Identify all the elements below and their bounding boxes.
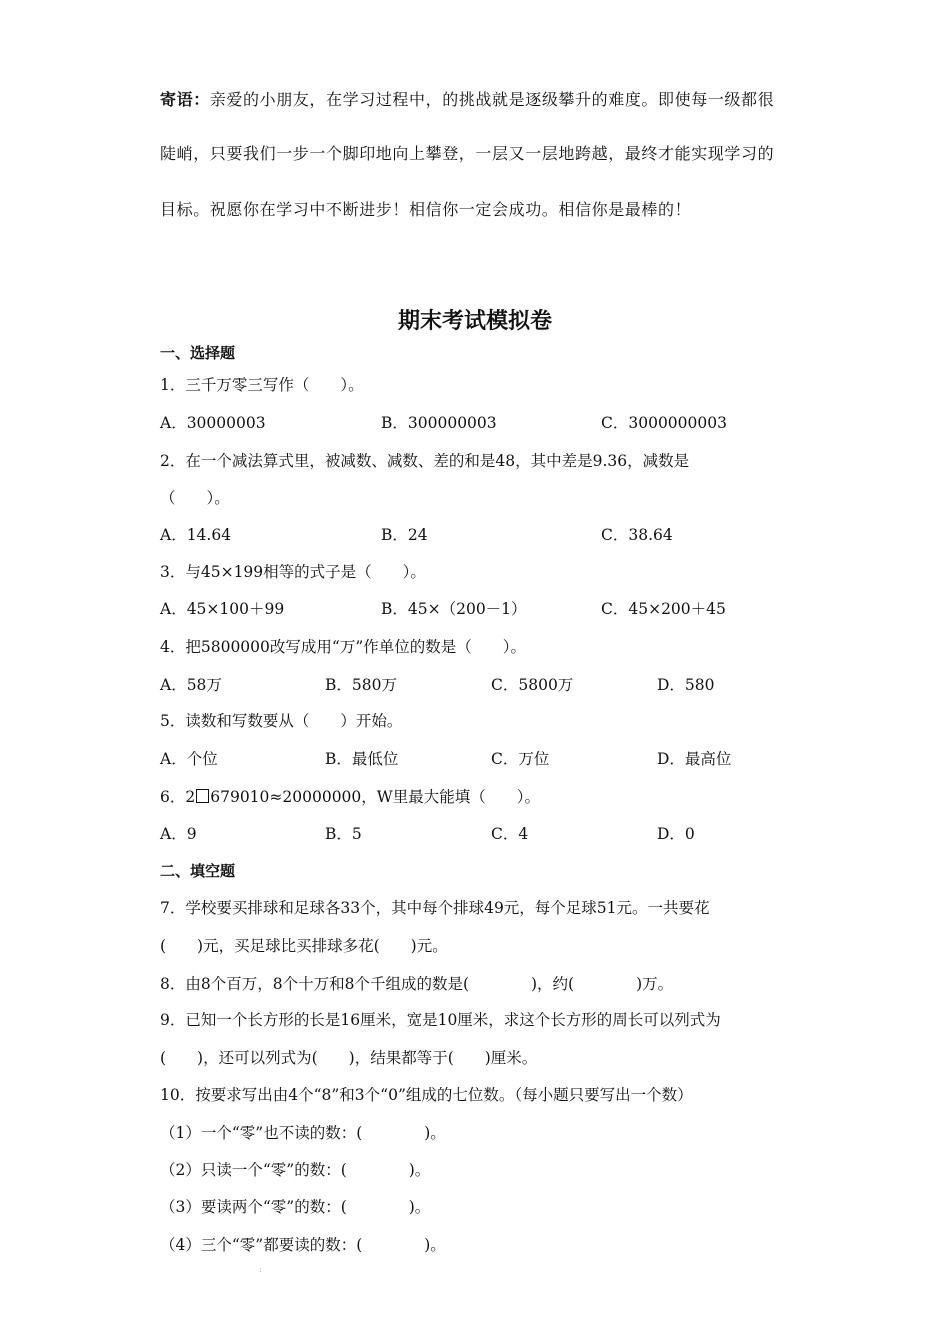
q10-stem: 10．按要求写出由4个“8”和3个“0”组成的七位数。（每小题只要写出一个数） (160, 1086, 693, 1104)
page-title: 期末考试模拟卷 (397, 309, 552, 334)
q2-option-a: A．14.64 (160, 526, 232, 544)
q2-stem-cont: （ ）。 (160, 489, 230, 507)
q6-stem-line (160, 787, 540, 807)
q7-line-2: ( )元，买足球比买排球多花( )元。 (160, 937, 448, 955)
q4-stem: 4．把5800000改写成用“万”作单位的数是（ ）。 (160, 638, 526, 656)
q10-part-3: （3）要读两个“零”的数：( )。 (160, 1198, 431, 1216)
q2-option-b: B．24 (381, 526, 428, 544)
q10-part-1: （1）一个“零”也不读的数：( )。 (160, 1124, 446, 1142)
q6-option-d: D．0 (657, 825, 695, 843)
greeting-line-1 (160, 90, 774, 110)
section-fill-heading: 二、填空题 (160, 862, 236, 880)
q4-option-c: C．5800万 (491, 676, 574, 694)
section-choice-heading: 一、选择题 (160, 344, 236, 362)
q1-option-c: C．3000000003 (601, 414, 727, 432)
greeting-text-1: 亲爱的小朋友，在学习过程中，的挑战就是逐级攀升的难度。即使每一级都很 (209, 90, 775, 109)
q10-part-4: （4）三个“零”都要读的数：( )。 (160, 1236, 446, 1254)
q5-option-c: C．万位 (491, 750, 550, 768)
q3-stem: 3．与45×199相等的式子是（ ）。 (160, 563, 426, 581)
q5-option-d: D．最高位 (657, 750, 732, 768)
q1-option-b: B．300000003 (381, 414, 497, 432)
q4-option-a: A．58万 (160, 676, 222, 694)
q9-line-1: 9．已知一个长方形的长是16厘米，宽是10厘米，求这个长方形的周长可以列式为 (160, 1011, 721, 1029)
q6-stem: 679010≈20000000，W里最大能填（ ）。 (210, 788, 540, 806)
footer-mark: : (259, 1265, 262, 1274)
q4-option-b: B．580万 (325, 676, 397, 694)
greeting-label: 寄语： (160, 90, 210, 109)
greeting-line-3: 目标。祝愿你在学习中不断进步！相信你一定会成功。相信你是最棒的！ (160, 200, 692, 219)
q7-line-1: 7．学校要买排球和足球各33个，其中每个排球49元，每个足球51元。一共要花 (160, 899, 710, 917)
q4-option-d: D．580 (657, 676, 715, 694)
q5-option-b: B．最低位 (325, 750, 399, 768)
q5-option-a: A．个位 (160, 750, 218, 768)
q2-stem: 2．在一个减法算式里，被减数、减数、差的和是48，其中差是9.36，减数是 (160, 452, 690, 470)
q10-part-2: （2）只读一个“零”的数：( )。 (160, 1161, 431, 1179)
q5-stem: 5．读数和写数要从（ ）开始。 (160, 712, 403, 730)
q6-option-b: B．5 (325, 825, 362, 843)
q1-stem: 1．三千万零三写作（ ）。 (160, 376, 364, 394)
q6-option-c: C．4 (491, 825, 529, 843)
greeting-line-2: 陡峭，只要我们一步一个脚印地向上攀登，一层又一层地跨越，最终才能实现学习的 (160, 144, 775, 163)
q9-line-2: ( )，还可以列式为( )，结果都等于( )厘米。 (160, 1049, 538, 1067)
q1-option-a: A．30000003 (160, 414, 266, 432)
q8-stem: 8．由8个百万，8个十万和8个千组成的数是( )，约( )万。 (160, 975, 674, 993)
q3-option-a: A．45×100＋99 (160, 600, 285, 618)
q3-option-b: B．45×（200－1） (381, 600, 527, 618)
q3-option-c: C．45×200＋45 (601, 600, 726, 618)
q6-option-a: A．9 (160, 825, 197, 843)
q2-option-c: C．38.64 (601, 526, 673, 544)
q6-number: 6．2 (160, 788, 196, 806)
blank-box-icon (196, 789, 209, 803)
